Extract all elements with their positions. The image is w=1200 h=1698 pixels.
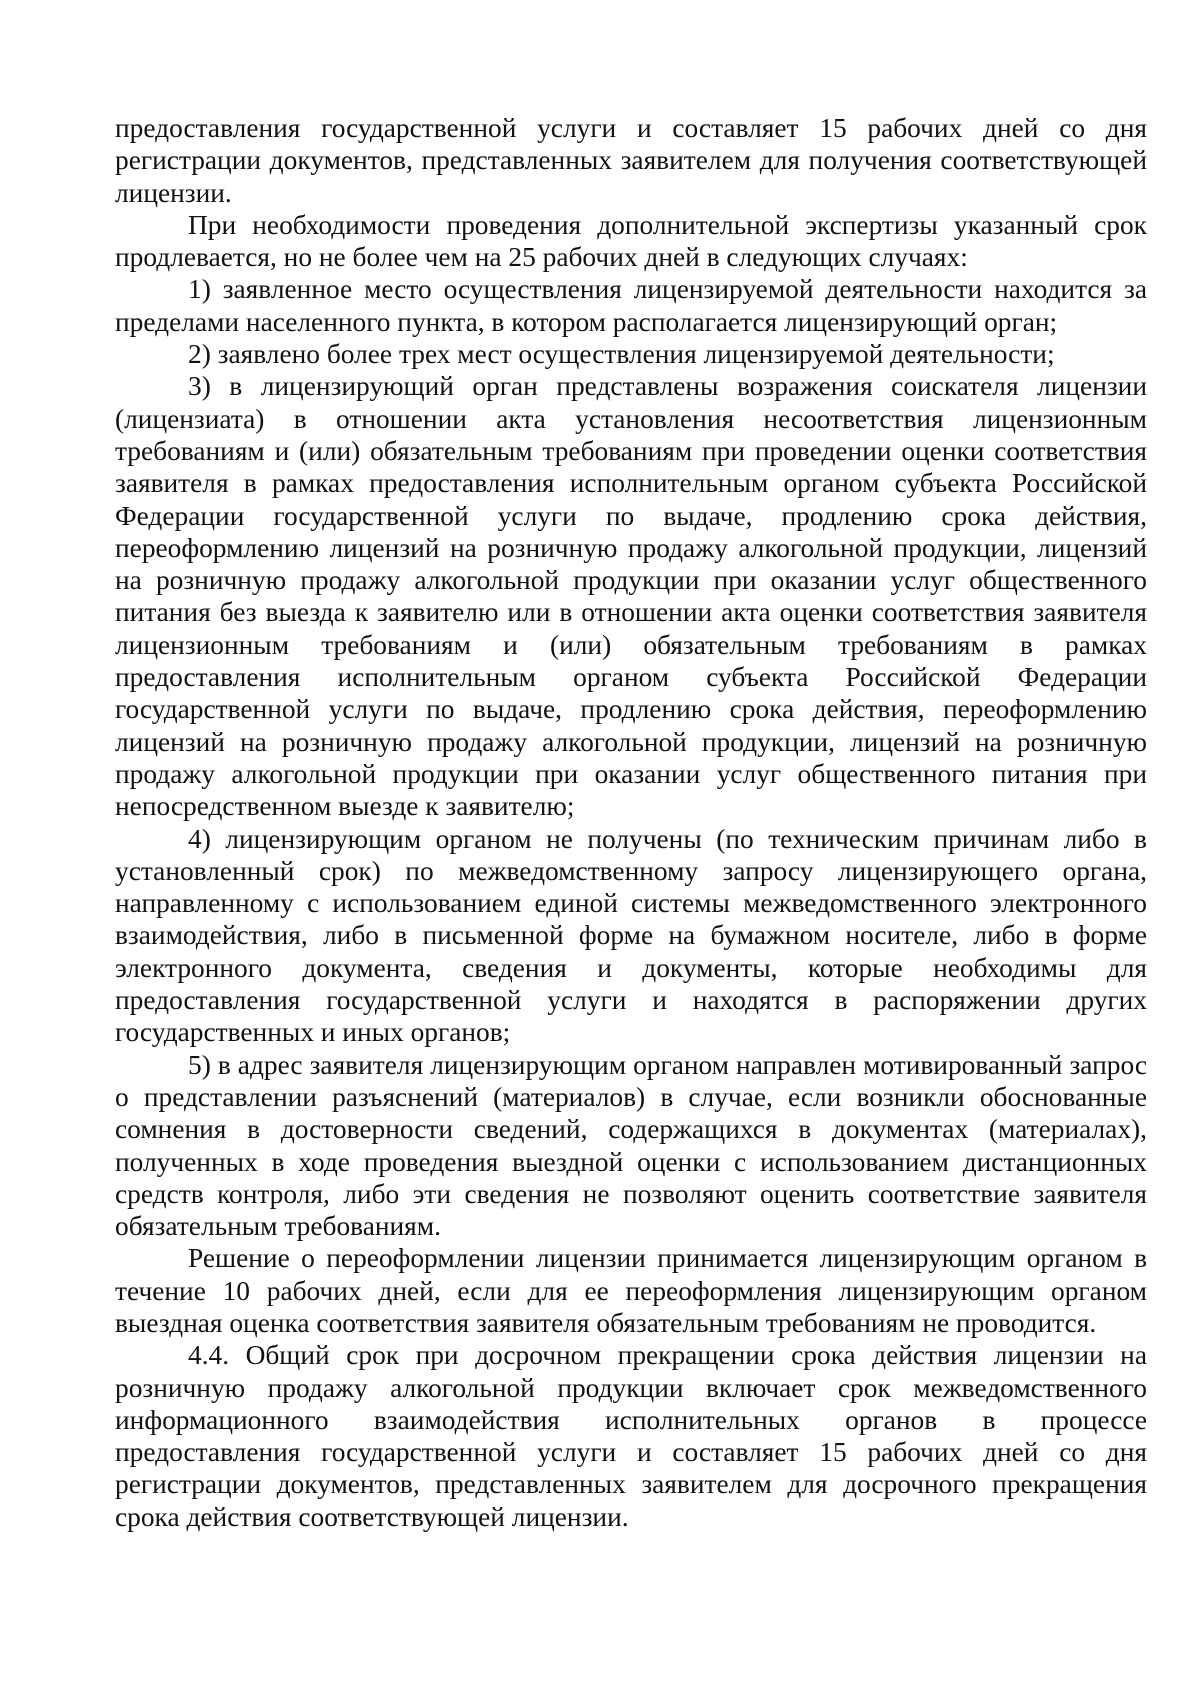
list-item-2: 2) заявлено более трех мест осуществления лицензируемой деятельности; xyxy=(188,339,1055,370)
list-item-4: 4) лицензирующим органом не получены (по техническим причинам либо в установленный срок) по межведомственному запросу лицензирующего органа, направленному с использованием единой системы межведомственного электронного взаимодействия, либо в письменной форме на бумажном носителе, либо в форме электронного документа, сведения и документы, которые необходимы для предоставления государственной услуги и находятся в распоряжении других государственных и иных органов; xyxy=(115,823,1147,1048)
document-page xyxy=(115,112,1147,1533)
list-item-1: 1) заявленное место осуществления лицензируемой деятельности находится за пределами населенного пункта, в котором располагается лицензирующий орган; xyxy=(115,274,1147,337)
paragraph-reissue-decision: Решение о переоформлении лицензии принимается лицензирующим органом в течение 10 рабочих дней, если для ее переоформления лицензирующим органом выездная оценка соответствия заявителя обязательным требованиям не проводится. xyxy=(115,1243,1147,1338)
list-item-3: 3) в лицензирующий орган представлены возражения соискателя лицензии (лицензиата) в отношении акта установления несоответствия лицензионным требованиям и (или) обязательным требованиям при проведении оценки соответствия заявителя в рамках предоставления исполнительным органом субъекта Российской Федерации государственной услуги по выдаче, продлению срока действия, переоформлению лицензий на розничную продажу алкогольной продукции, лицензий на розничную продажу алкогольной продукции при оказании услуг общественного питания без выезда к заявителю или в отношении акта оценки соответствия заявителя лицензионным требованиям и (или) обязательным требованиям в рамках предоставления исполнительным органом субъекта Российской Федерации государственной услуги по выдаче, продлению срока действия, переоформлению лицензий на розничную продажу алкогольной продукции, лицензий на розничную продажу алкогольной продукции при оказании услуг общественного питания при непосредственном выезде к заявителю; xyxy=(115,371,1147,822)
list-item-5: 5) в адрес заявителя лицензирующим органом направлен мотивированный запрос о представлении разъяснений (материалов) в случае, если возникли обоснованные сомнения в достоверности сведений, содержащихся в документах (материалах), полученных в ходе проведения выездной оценки с использованием дистанционных средств контроля, либо эти сведения не позволяют оценить соответствие заявителя обязательным требованиям. xyxy=(115,1049,1147,1242)
paragraph-continuation: предоставления государственной услуги и составляет 15 рабочих дней со дня регистрации документов, представленных заявителем для получения соответствующей лицензии. xyxy=(115,113,1147,208)
section-4-4: 4.4. Общий срок при досрочном прекращении срока действия лицензии на розничную продажу алкогольной продукции включает срок межведомственного информационного взаимодействия исполнительных органов в процессе предоставления государственной услуги и составляет 15 рабочих дней со дня регистрации документов, представленных заявителем для досрочного прекращения срока действия соответствующей лицензии. xyxy=(115,1340,1147,1532)
paragraph-extension-intro: При необходимости проведения дополнительной экспертизы указанный срок продлевается, но не более чем на 25 рабочих дней в следующих случаях: xyxy=(115,209,1147,273)
